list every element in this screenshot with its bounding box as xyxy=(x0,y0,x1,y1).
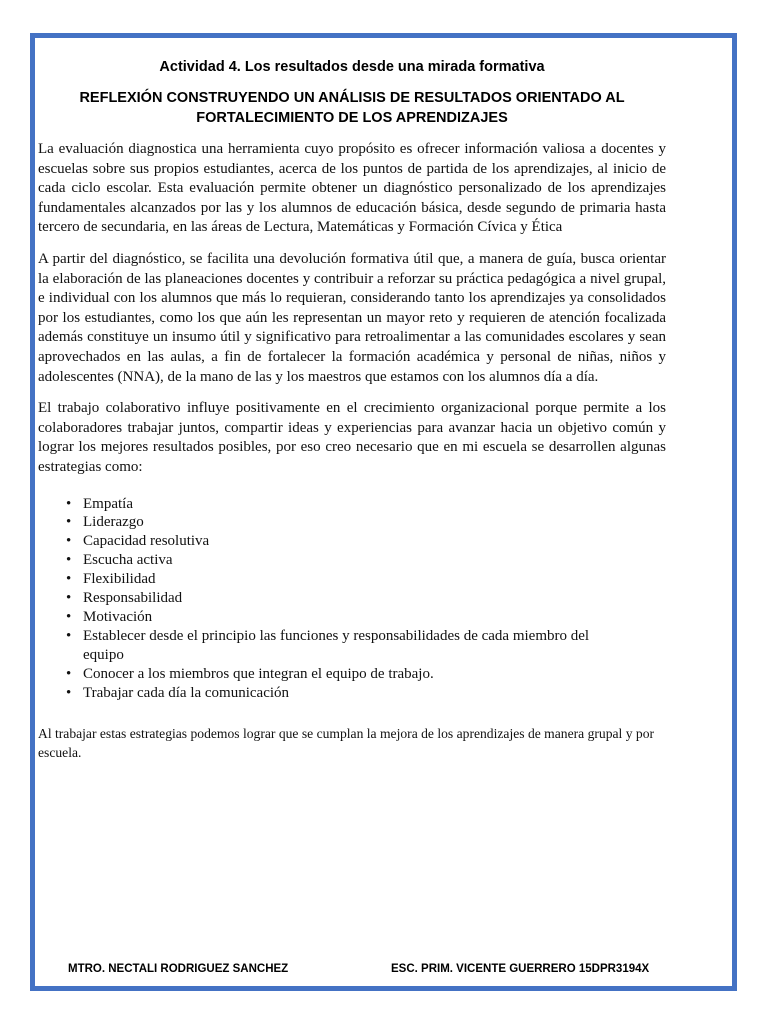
list-item: • Liderazgo xyxy=(66,514,144,531)
list-item: • Capacidad resolutiva xyxy=(66,533,210,550)
bullet-icon: • xyxy=(66,627,72,644)
paragraph-diagnostic: La evaluación diagnostica una herramienta cuyo propósito es ofrecer información valiosa a docentes y escuelas sobre sus propios estudiantes, acerca de los puntos de partida de los aprendizajes, al inicio de cada ciclo escolar. Esta evaluación permite obtener un diagnóstico personalizado de los aprendizajes fundamentales alcanzados por las y los alumnos de educación básica, desde segundo de primaria hasta tercero de secundaria, en las áreas de Lectura, Matemáticas y Formación Cívica y Ética xyxy=(38,141,666,236)
paragraph-formative-feedback: A partir del diagnóstico, se facilita una devolución formativa útil que, a manera de guía, busca orientar la elaboración de las planeaciones docentes y contribuir a reforzar su práctica pedagógica a nivel grupal, e individual con los alumnos que más lo requieran, considerando tanto los aprendizajes ya consolidados por los estudiantes, como los que aún les representan un mayor reto y requieren de atención focalizada además constituye un insumo útil y significativo para retroalimentar a las comunidades escolares y sean aprovechados en las aulas, a fin de fortalecer la formación académica y personal de niñas, niños y adolescentes (NNA), de la mano de las y los maestros que estamos con los alumnos día a día. xyxy=(38,250,666,385)
list-item: • Flexibilidad xyxy=(66,571,156,588)
bullet-icon: • xyxy=(66,571,72,588)
list-item: • Empatía xyxy=(66,495,133,512)
paragraph-collaborative-work: El trabajo colaborativo influye positivamente en el crecimiento organizacional porque permite a los colaboradores trabajar juntos, compartir ideas y experiencias para avanzar hacia un objetivo común y lograr los mejores resultados posibles, por eso creo necesario que en mi escuela se desarrollen algunas estrategias como: xyxy=(38,400,666,475)
bullet-icon: • xyxy=(66,514,72,531)
bullet-icon: • xyxy=(66,665,72,682)
list-item: • Escucha activa xyxy=(66,552,173,569)
list-item: • Trabajar cada día la comunicación xyxy=(66,684,290,701)
list-item: • Responsabilidad xyxy=(66,590,183,607)
activity-title: Actividad 4. Los resultados desde una mirada formativa xyxy=(159,59,545,75)
bullet-icon: • xyxy=(66,684,72,701)
list-item: • Motivación xyxy=(66,608,153,625)
reflection-title: REFLEXIÓN CONSTRUYENDO UN ANÁLISIS DE RESULTADOS ORIENTADO AL FORTALECIMIENTO DE LOS APRENDIZAJES xyxy=(79,90,625,126)
strategies-list xyxy=(38,495,603,703)
list-item: • Conocer a los miembros que integran el equipo de trabajo. xyxy=(66,665,434,682)
bullet-icon: • xyxy=(66,552,72,569)
list-item: • Establecer desde el principio las funciones y responsabilidades de cada miembro del equipo xyxy=(66,627,590,663)
author-name: MTRO. NECTALI RODRIGUEZ SANCHEZ xyxy=(68,963,289,975)
bullet-icon: • xyxy=(66,533,72,550)
closing-paragraph: Al trabajar estas estrategias podemos lograr que se cumplan la mejora de los aprendizajes de manera grupal y por escuela. xyxy=(38,726,655,761)
school-name: ESC. PRIM. VICENTE GUERRERO 15DPR3194X xyxy=(391,963,650,975)
bullet-icon: • xyxy=(66,608,72,625)
bullet-icon: • xyxy=(66,495,72,512)
bullet-icon: • xyxy=(66,590,72,607)
document-body xyxy=(38,58,666,762)
